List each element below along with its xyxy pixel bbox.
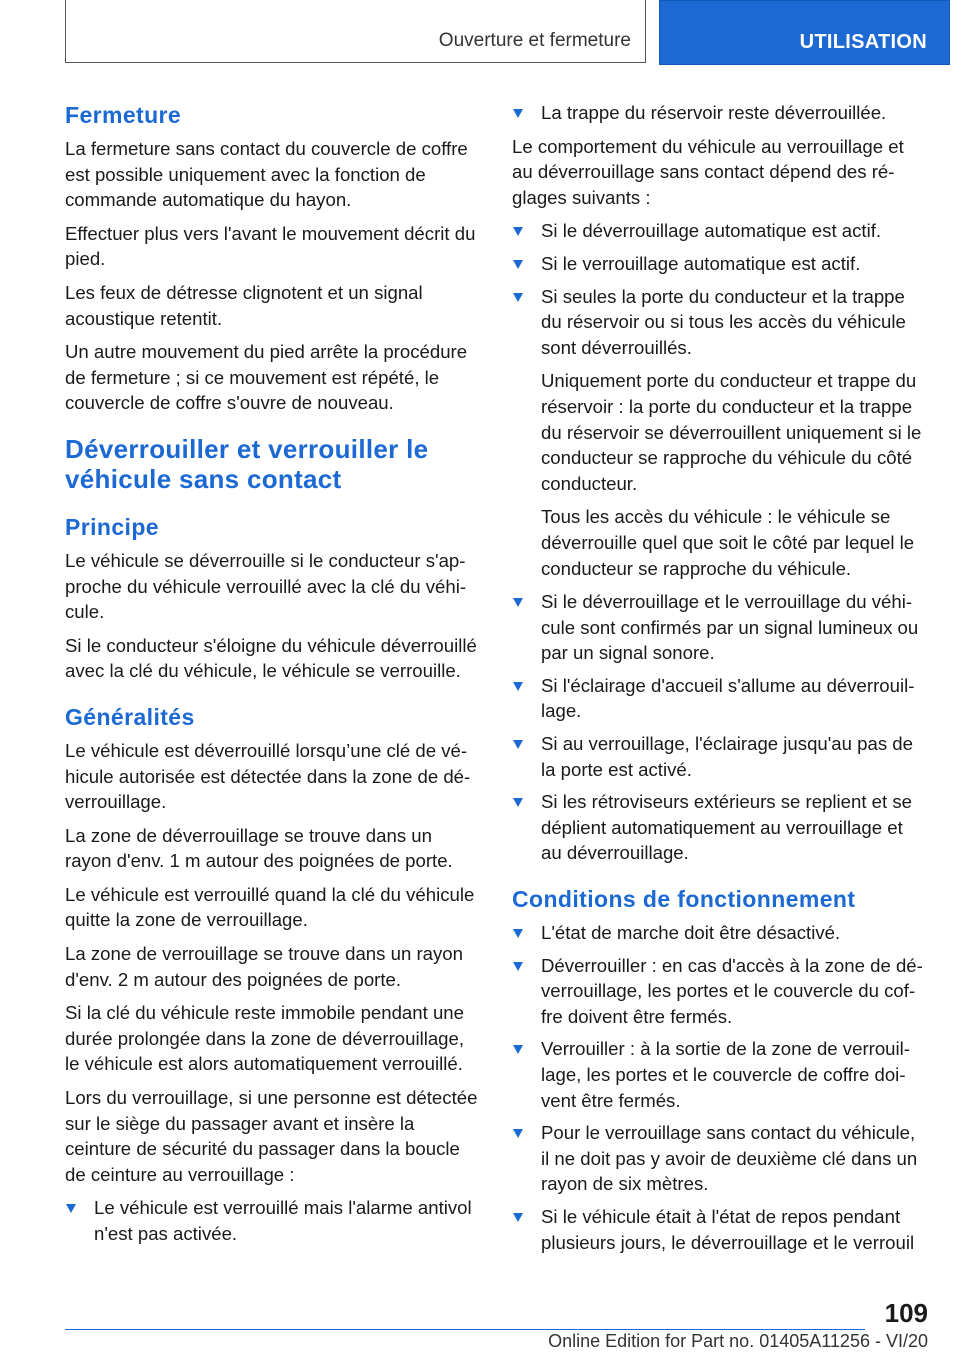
triangle-bullet-icon [513, 798, 523, 807]
generalites-paragraph: La zone de déverrouillage se trouve dans un rayon d'env. 1 m autour des poignées de porte. [65, 824, 453, 872]
list-item: Déverrouiller : en cas d'accès à la zone de déverrouillage, les portes et le couvercle du coffre doivent être fermés. [512, 953, 928, 1030]
triangle-bullet-icon [513, 1213, 523, 1222]
generalites-paragraph: Si la clé du véhicule reste immobile pendant une durée prolongée dans la zone de déverrouillage, le véhicule est alors automatiquement verrouillé. [65, 1002, 465, 1075]
list-item: Si le verrouillage automatique est actif. [512, 251, 928, 277]
top-bullet-list [512, 100, 928, 126]
list-item: Si seules la porte du conducteur et la trappe du réservoir ou si tous les accès du véhicule sont déverrouillés. [512, 284, 928, 361]
list-item: Si au verrouillage, l'éclairage jusqu'au pas de la porte est activé. [512, 731, 928, 782]
behaviour-paragraph: Le comportement du véhicule au verrouillage et au déverrouillage sans contact dépend des réglages suivants : [512, 135, 904, 208]
triangle-bullet-icon [513, 598, 523, 607]
generalites-paragraph: Le véhicule est déverrouillé lorsqu’une clé de véhicule autorisée est détectée dans la zone de déverrouillage. [65, 739, 471, 813]
header-section-title: Ouverture et fermeture [438, 30, 631, 51]
generalites-paragraph: Le véhicule est verrouillé quand la clé du véhicule quitte la zone de verrouillage. [65, 883, 475, 931]
principe-paragraph: Si le conducteur s'éloigne du véhicule déverrouillé avec la clé du véhicule, le véhicule se verrouille. [65, 634, 477, 682]
footer-edition-text: Online Edition for Part no. 01405A11256 - VI/20 [548, 1331, 928, 1351]
principe-heading: Principe [65, 513, 159, 540]
list-item: Pour le verrouillage sans contact du véhicule, il ne doit pas y avoir de deuxième clé dans un rayon de six mètres. [512, 1120, 928, 1197]
footer-divider [65, 1329, 865, 1330]
list-item: Verrouiller : à la sortie de la zone de verrouillage, les portes et le couvercle de coffre doivent être fermés. [512, 1036, 928, 1113]
generalites-paragraph: La zone de verrouillage se trouve dans un rayon d'env. 2 m autour des poignées de porte. [65, 943, 463, 990]
list-item: L'état de marche doit être désactivé. [512, 920, 928, 946]
list-item: Si le déverrouillage et le verrouillage du véhicule sont confirmés par un signal lumineux ou par un signal sonore. [512, 589, 928, 666]
settings-bullet-list [512, 218, 928, 360]
list-item: Si le véhicule était à l'état de repos pendant plusieurs jours, le déverrouillage et le verrouil [512, 1204, 928, 1255]
conditions-heading: Conditions de fonctionnement [512, 886, 856, 913]
list-item: Si l'éclairage d'accueil s'allume au déverrouillage. [512, 673, 928, 724]
left-column [65, 100, 480, 1255]
triangle-bullet-icon [513, 293, 523, 302]
fermeture-paragraph: Un autre mouvement du pied arrête la procédure de fermeture ; si ce mouvement est répété, le couvercle de coffre s'ouvre de nouveau. [65, 341, 468, 414]
fermeture-paragraph: La fermeture sans contact du couvercle de coffre est possible uniquement avec la fonction de commande automatique du hayon. [65, 138, 468, 211]
triangle-bullet-icon [513, 1045, 523, 1054]
generalites-bullet-list [65, 1195, 480, 1246]
list-item: Le véhicule est verrouillé mais l'alarme antivol n'est pas activée. [65, 1195, 480, 1246]
page-number: 109 [884, 1298, 928, 1328]
triangle-bullet-icon [513, 1129, 523, 1138]
fermeture-paragraph: Les feux de détresse clignotent et un signal acoustique retentit. [65, 281, 423, 329]
main-section-heading: Déverrouiller et verrouiller le véhicule sans contact [65, 433, 429, 494]
right-column [512, 100, 928, 1263]
settings-sub-paragraph: Uniquement porte du conducteur et trappe du réservoir : la porte du conducteur et la trappe du réservoir se déverrouillent uniquement si le conducteur se rapproche du véhicule du côté conducteur. [541, 370, 922, 494]
triangle-bullet-icon [513, 682, 523, 691]
fermeture-paragraph: Effectuer plus vers l'avant le mouvement décrit du pied. [65, 222, 476, 270]
header-chapter-title: UTILISATION [799, 31, 927, 53]
page-header [65, 0, 950, 65]
generalites-heading: Généralités [65, 703, 195, 730]
header-chapter-tab [659, 0, 950, 65]
triangle-bullet-icon [513, 740, 523, 749]
conditions-bullet-list [512, 920, 928, 1255]
list-item: Si les rétroviseurs extérieurs se replient et se déplient automatiquement au verrouillage et au déverrouillage. [512, 789, 928, 866]
list-item: Si le déverrouillage automatique est actif. [512, 218, 928, 244]
generalites-paragraph: Lors du verrouillage, si une personne est détectée sur le siège du passager avant et insère la ceinture de sécurité du passager dans la boucle de ceinture au verrouillage : [65, 1087, 478, 1185]
triangle-bullet-icon [513, 929, 523, 938]
triangle-bullet-icon [513, 260, 523, 269]
principe-paragraph: Le véhicule se déverrouille si le conducteur s'approche du véhicule verrouillé avec la clé du véhicule. [65, 549, 467, 623]
settings-bullet-list [512, 589, 928, 866]
triangle-bullet-icon [513, 109, 523, 118]
triangle-bullet-icon [513, 227, 523, 236]
fermeture-heading: Fermeture [65, 102, 182, 128]
triangle-bullet-icon [513, 962, 523, 971]
settings-sub-paragraph: Tous les accès du véhicule : le véhicule se déverrouille quel que soit le côté par lequel le conducteur se rapproche du véhicule. [541, 506, 915, 579]
triangle-bullet-icon [66, 1204, 76, 1213]
header-section-tab [65, 0, 646, 63]
list-item: La trappe du réservoir reste déverrouillée. [512, 100, 928, 126]
